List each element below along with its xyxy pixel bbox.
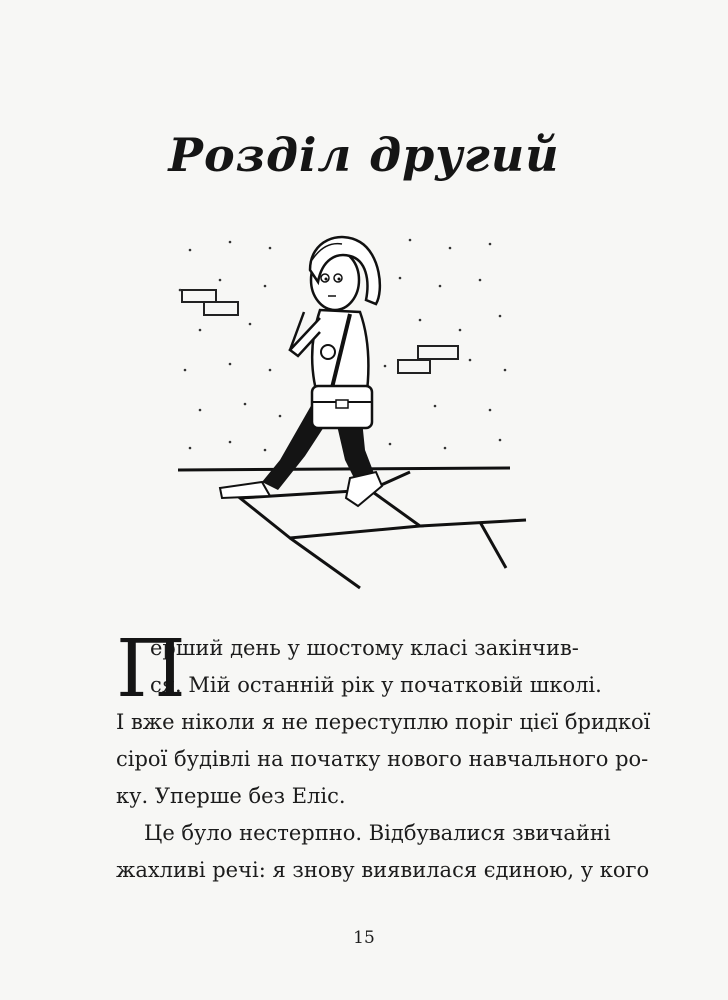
chapter-title: Розділ другий — [168, 128, 560, 182]
text-line: сірої будівлі на початку нового навчального ро- — [116, 747, 649, 771]
page-number: 15 — [353, 928, 375, 948]
text-line: ся. Мій останній рік у початковій школі. — [150, 673, 602, 697]
text-line: І вже ніколи я не переступлю поріг цієї бридкої — [116, 710, 651, 734]
drop-cap: П — [116, 622, 186, 715]
chapter-body-text — [116, 622, 651, 889]
text-line: ерший день у шостому класі закінчив- — [150, 636, 579, 660]
text-line: ку. Уперше без Еліс. — [116, 784, 346, 808]
girl-walking-illustration — [170, 220, 550, 600]
text-line: Це було нестерпно. Відбувалися звичайні — [144, 821, 611, 845]
text-line: жахливі речі: я знову виявилася єдиною, у кого — [116, 858, 650, 882]
